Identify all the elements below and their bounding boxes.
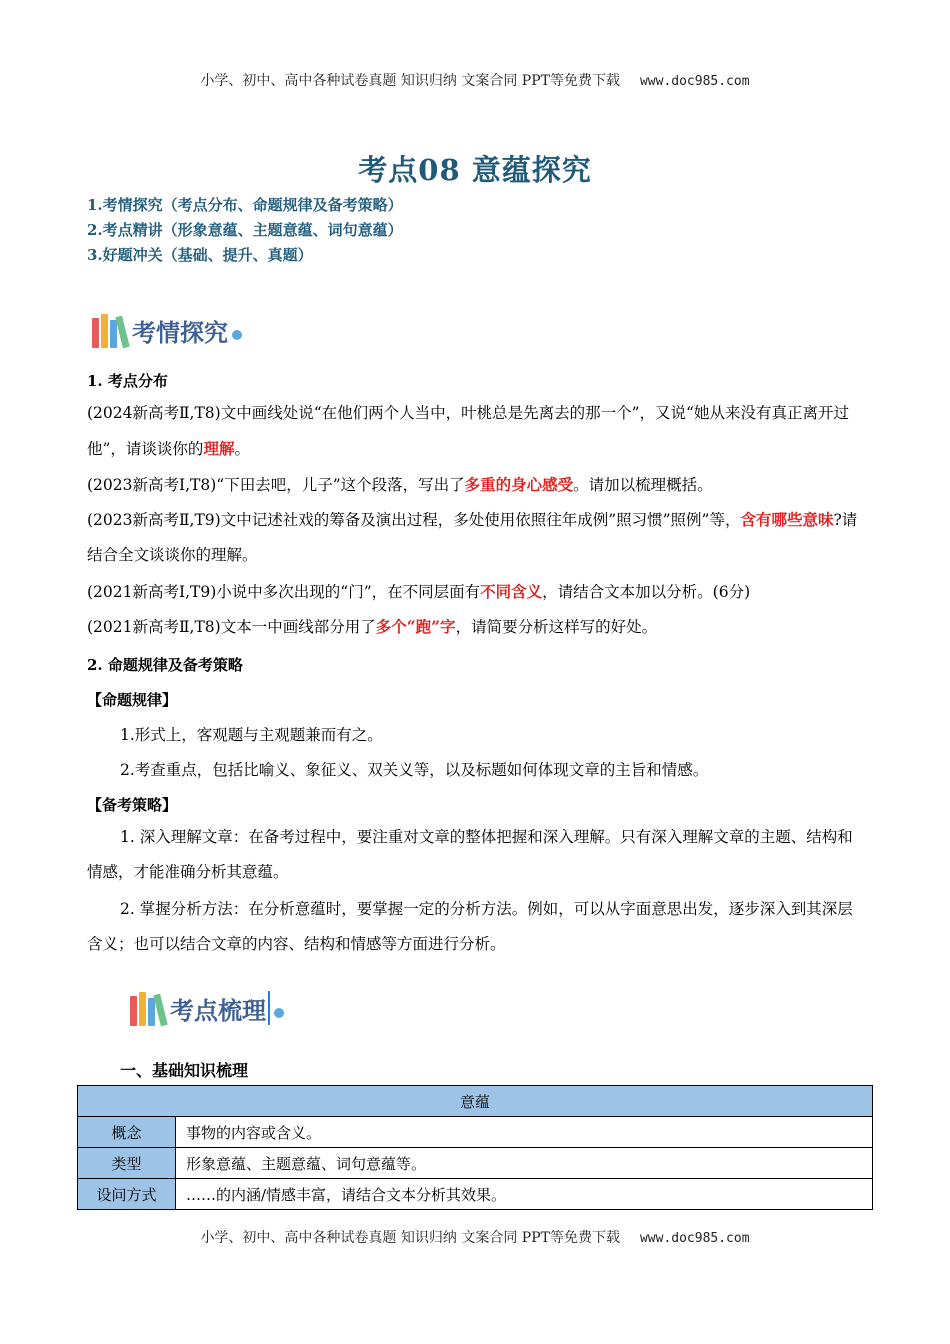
row-label: 设问方式 — [78, 1179, 176, 1210]
page-header — [0, 70, 950, 90]
question-1: (2024新高考Ⅱ,T8)文中画线处说“在他们两个人当中，叶桃总是先离去的那一个”，又说“她从来没有真正离开过他”，请谈谈你的理解。 — [87, 404, 849, 458]
header-url[interactable]: www.doc985.com — [639, 74, 750, 89]
table-row — [78, 1148, 873, 1179]
table-row — [78, 1179, 873, 1210]
strategy-item: 1. 深入理解文章：在备考过程中，要注重对文章的整体把握和深入理解。只有深入理解文章的主题、结构和情感，才能准确分析其意蕴。 — [87, 828, 853, 881]
row-label: 概念 — [78, 1117, 176, 1148]
rule-label: 【命题规律】 — [87, 691, 178, 709]
toc-item: 3.好题冲关（基础、提升、真题） — [87, 246, 313, 264]
text-cursor — [268, 991, 270, 1025]
page-title: 考点08 意蕴探究 — [358, 153, 592, 187]
knowledge-table — [77, 1085, 873, 1210]
section-banner-exam — [92, 308, 242, 352]
strategy-item: 2. 掌握分析方法：在分析意蕴时，要掌握一定的分析方法。例如，可以从字面意思出发，逐步深入到其深层含义；也可以结合文章的内容、结构和情感等方面进行分析。 — [87, 900, 853, 953]
question-2: (2023新高考I,T8)“下田去吧，儿子”这个段落，写出了多重的身心感受。请加以梳理概括。 — [87, 475, 713, 494]
banner-title: 考点梳理 — [170, 996, 266, 1025]
section-heading: 2. 命题规律及备考策略 — [87, 656, 243, 674]
books-icon — [130, 990, 166, 1026]
strategy-label: 【备考策略】 — [87, 796, 178, 814]
question-3: (2023新高考Ⅱ,T9)文中记述社戏的筹备及演出过程，多处使用依照往年成例”照习惯”照例”等，含有哪些意味?请结合全文谈谈你的理解。 — [87, 510, 858, 564]
toc-item: 2.考点精讲（形象意蕴、主题意蕴、词句意蕴） — [87, 221, 403, 239]
page-footer — [0, 1227, 950, 1247]
table-of-contents — [87, 193, 403, 268]
banner-title: 考情探究 — [132, 318, 228, 347]
question-5: (2021新高考Ⅱ,T8)文本一中画线部分用了多个“跑”字，请简要分析这样写的好处。 — [87, 617, 658, 636]
row-value: 事物的内容或含义。 — [176, 1117, 873, 1148]
footer-text: 小学、初中、高中各种试卷真题 知识归纳 文案合同 PPT等免费下载 — [200, 1230, 620, 1246]
table-heading: 一、基础知识梳理 — [120, 1061, 249, 1080]
row-value: 形象意蕴、主题意蕴、词句意蕴等。 — [176, 1148, 873, 1179]
section-heading: 1. 考点分布 — [87, 372, 168, 390]
table-header-cell: 意蕴 — [78, 1086, 873, 1117]
footer-url[interactable]: www.doc985.com — [639, 1231, 750, 1246]
table-header-row — [78, 1086, 873, 1117]
rule-item: 1.形式上，客观题与主观题兼而有之。 — [120, 726, 383, 744]
question-4: (2021新高考I,T9)小说中多次出现的“门”，在不同层面有不同含义，请结合文本加以分析。(6分) — [87, 582, 751, 601]
table-row — [78, 1117, 873, 1148]
header-text: 小学、初中、高中各种试卷真题 知识归纳 文案合同 PPT等免费下载 — [200, 73, 620, 89]
toc-item: 1.考情探究（考点分布、命题规律及备考策略） — [87, 196, 403, 214]
section-banner-review — [130, 986, 284, 1030]
books-icon — [92, 312, 128, 348]
rule-item: 2.考查重点，包括比喻义、象征义、双关义等，以及标题如何体现文章的主旨和情感。 — [120, 761, 709, 779]
dot-icon — [232, 330, 242, 340]
row-label: 类型 — [78, 1148, 176, 1179]
row-value: ……的内涵/情感丰富，请结合文本分析其效果。 — [176, 1179, 873, 1210]
dot-icon — [274, 1008, 284, 1018]
